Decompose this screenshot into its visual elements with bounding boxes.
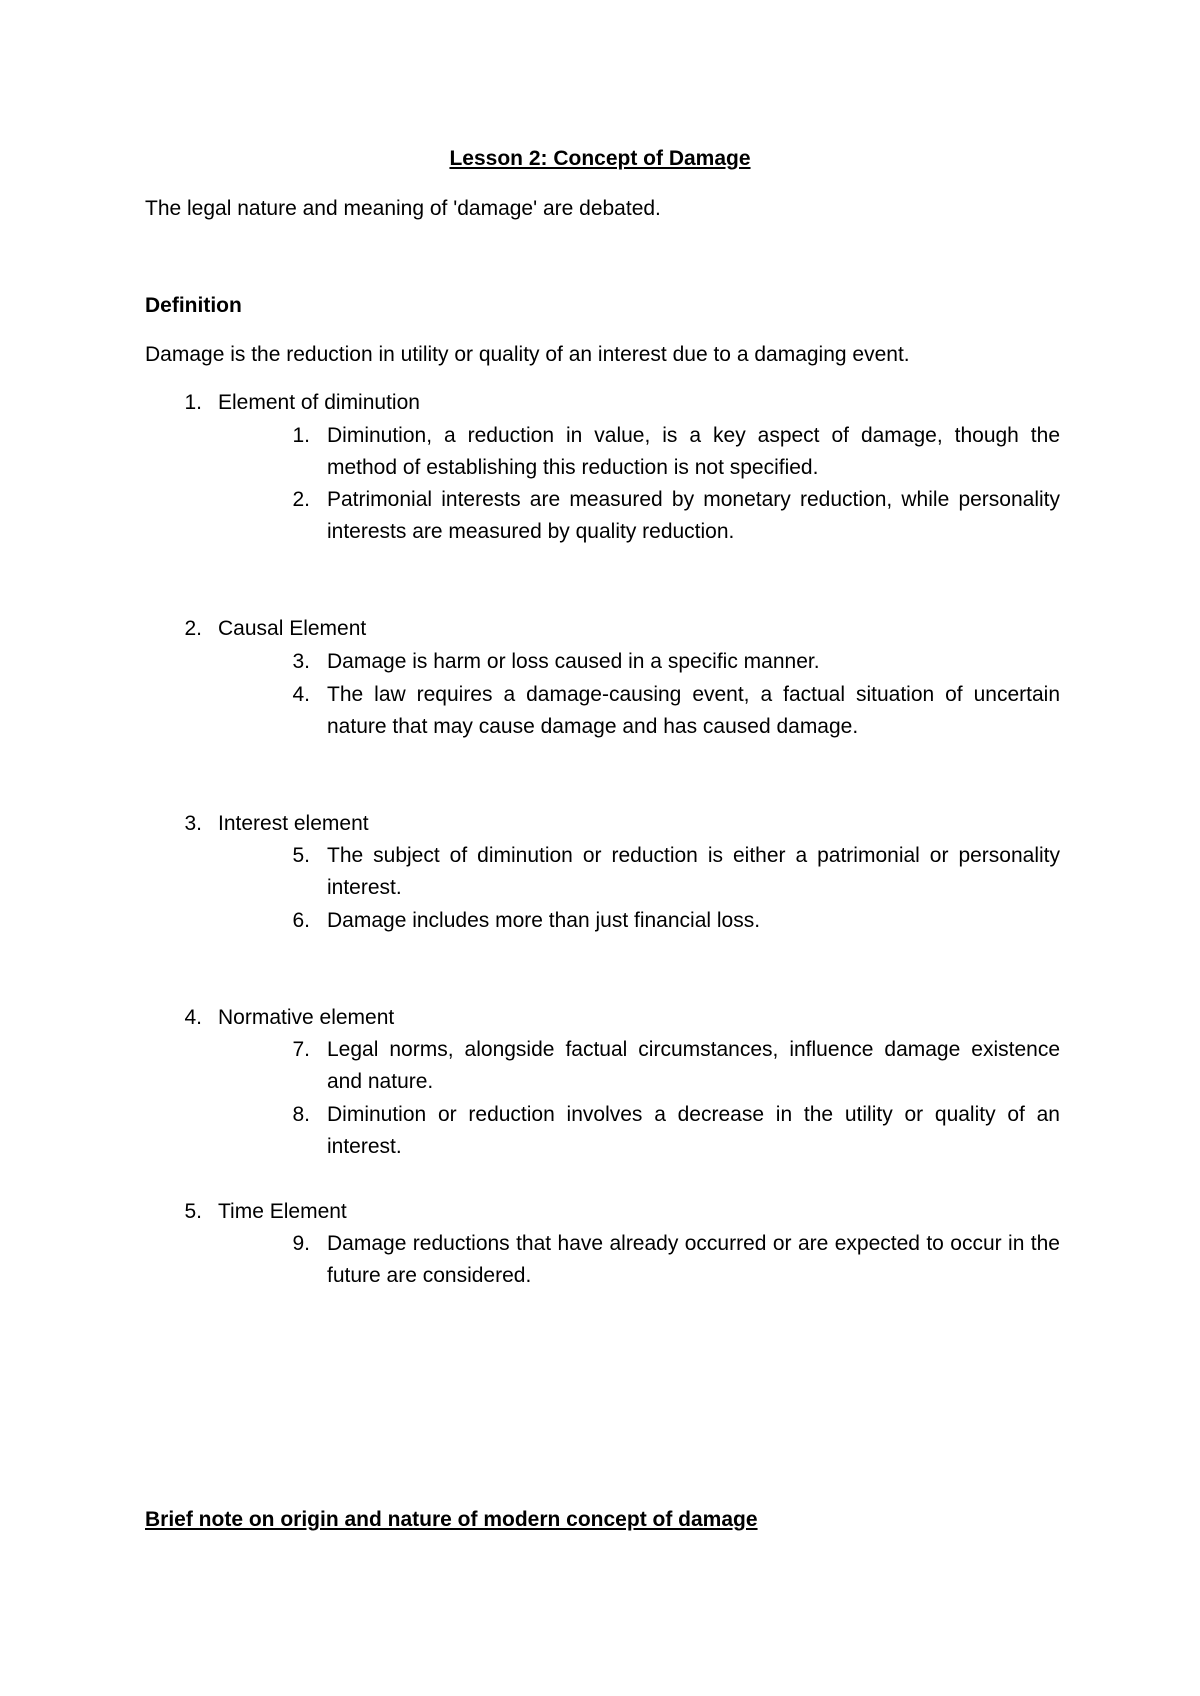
point-text: Patrimonial interests are measured by monetary reduction, while personality interests are measured by quality reduction. <box>327 488 1060 543</box>
element-label: Element of diminution <box>218 391 420 414</box>
page-title: Lesson 2: Concept of Damage <box>449 147 751 170</box>
element-number: 1. <box>184 391 202 414</box>
point-number: 9. <box>292 1232 310 1255</box>
element-number: 4. <box>184 1006 202 1029</box>
point-number: 4. <box>292 683 310 706</box>
point-number: 5. <box>292 844 310 867</box>
element-label: Interest element <box>218 812 369 835</box>
point-text: Diminution or reduction involves a decrease in the utility or quality of an interest. <box>327 1103 1060 1158</box>
point-text: Damage includes more than just financial loss. <box>327 909 761 932</box>
point-number: 6. <box>292 909 310 932</box>
point-number: 2. <box>292 488 310 511</box>
intro-text: The legal nature and meaning of 'damage' are debated. <box>145 197 661 220</box>
point-number: 1. <box>292 424 310 447</box>
element-label: Normative element <box>218 1006 395 1029</box>
point-number: 7. <box>292 1038 310 1061</box>
point-number: 3. <box>292 650 310 673</box>
element-label: Time Element <box>218 1200 347 1223</box>
point-text: Legal norms, alongside factual circumstances, influence damage existence and nature. <box>327 1038 1060 1093</box>
element-label: Causal Element <box>218 617 367 640</box>
element-number: 2. <box>184 617 202 640</box>
point-text: The law requires a damage-causing event, a factual situation of uncertain nature that may cause damage and has caused damage. <box>327 683 1060 738</box>
point-text: The subject of diminution or reduction is either a patrimonial or personality interest. <box>327 844 1060 899</box>
definition-heading: Definition <box>145 294 242 317</box>
definition-text: Damage is the reduction in utility or quality of an interest due to a damaging event. <box>145 343 910 366</box>
brief-note-heading: Brief note on origin and nature of modern concept of damage <box>145 1508 758 1531</box>
element-number: 5. <box>184 1200 202 1223</box>
point-text: Damage is harm or loss caused in a specific manner. <box>327 650 820 673</box>
point-number: 8. <box>292 1103 310 1126</box>
element-number: 3. <box>184 812 202 835</box>
point-text: Diminution, a reduction in value, is a key aspect of damage, though the method of establishing this reduction is not specified. <box>327 424 1060 479</box>
point-text: Damage reductions that have already occurred or are expected to occur in the future are considered. <box>327 1232 1060 1287</box>
